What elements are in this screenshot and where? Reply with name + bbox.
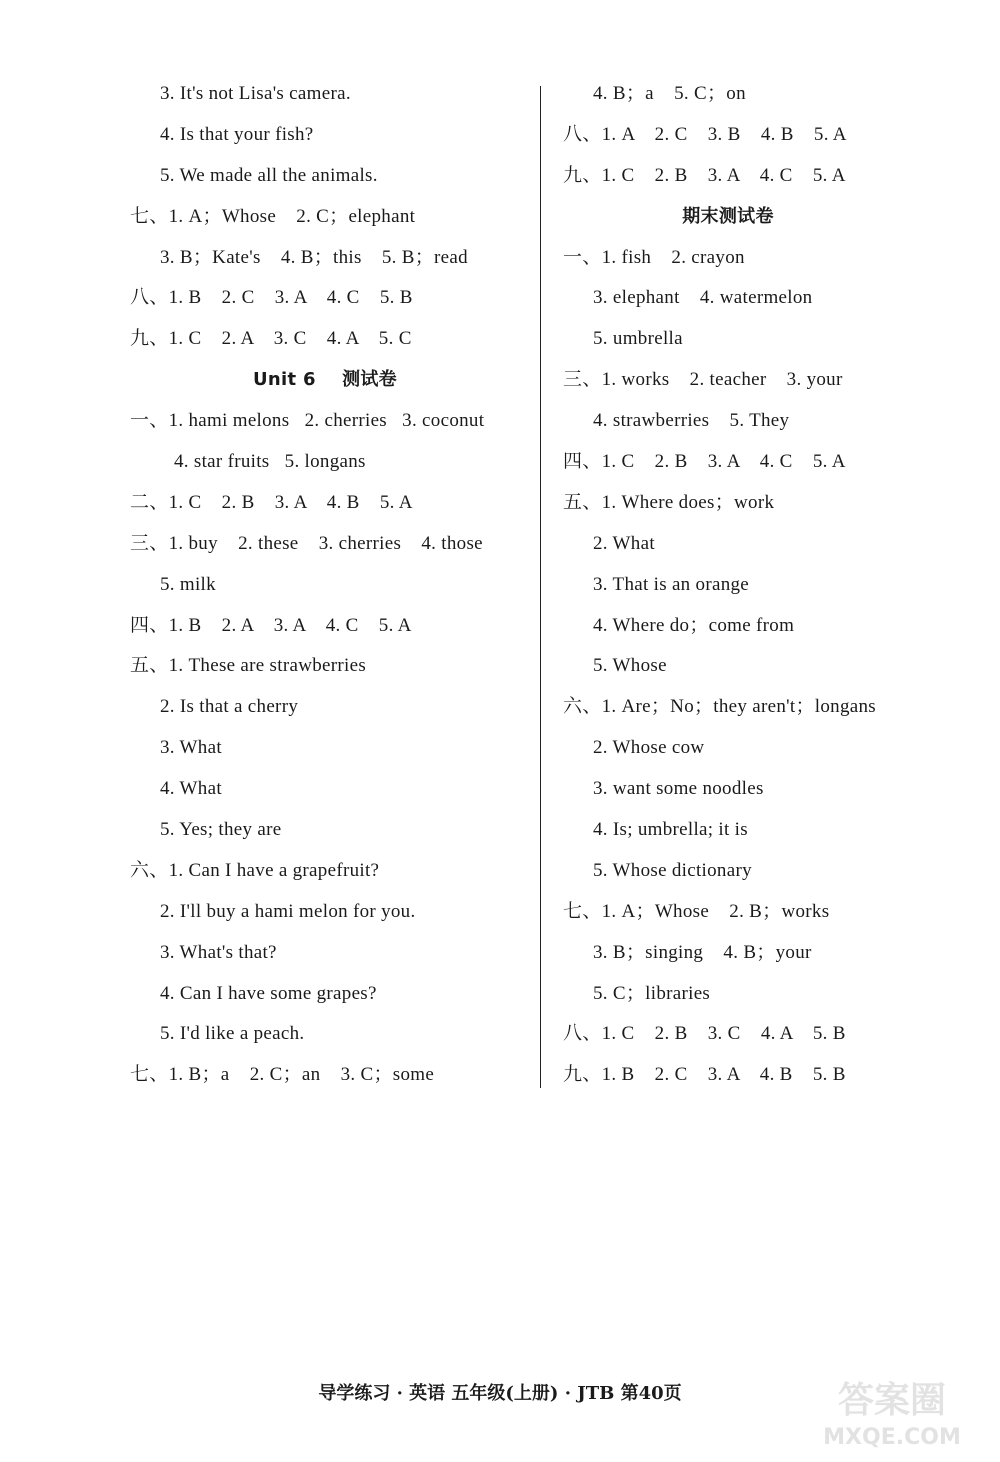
- answer-line: 2. Is that a cherry: [160, 696, 299, 718]
- answer-line: 七、1. A；Whose 2. C；elephant: [130, 205, 416, 227]
- answer-line: 3. B；singing 4. B；your: [593, 941, 812, 963]
- answer-line: 4. Is that your fish?: [160, 123, 314, 145]
- answer-line: 2. I'll buy a hami melon for you.: [160, 900, 416, 922]
- answer-line: 5. Yes; they are: [160, 819, 282, 841]
- answer-line: 4. B；a 5. C；on: [593, 83, 746, 104]
- answer-line: 九、1. C 2. B 3. A 4. C 5. A: [563, 164, 846, 186]
- right-column: [563, 74, 893, 1096]
- answer-line: 3. That is an orange: [593, 573, 750, 595]
- answer-line: 5. umbrella: [593, 328, 683, 350]
- answer-line: 4. strawberries 5. They: [593, 410, 790, 432]
- answer-line: 九、1. C 2. A 3. C 4. A 5. C: [130, 328, 412, 350]
- answer-line: 五、1. Where does；work: [563, 491, 775, 513]
- answer-line: 六、1. Are；No；they aren't；longans: [563, 696, 876, 718]
- answer-line: 七、1. A；Whose 2. B；works: [563, 900, 830, 922]
- answer-line: 三、1. works 2. teacher 3. your: [563, 369, 843, 391]
- answer-line: 5. I'd like a peach.: [160, 1023, 305, 1045]
- answer-line: 5. milk: [160, 573, 216, 595]
- answer-line: 3. B；Kate's 4. B；this 5. B；read: [160, 246, 468, 268]
- answer-line: 九、1. B 2. C 3. A 4. B 5. B: [563, 1064, 846, 1086]
- answer-line: 4. Is; umbrella; it is: [593, 819, 748, 841]
- watermark-url: MXQE.COM: [823, 1425, 961, 1450]
- watermark-title: 答案圈: [837, 1380, 947, 1421]
- answer-line: 3. elephant 4. watermelon: [593, 287, 813, 309]
- answer-line: 四、1. C 2. B 3. A 4. C 5. A: [563, 451, 846, 473]
- answer-line: 5. C；libraries: [593, 982, 711, 1004]
- answer-line: 八、1. C 2. B 3. C 4. A 5. B: [563, 1023, 846, 1045]
- section-heading: Unit 6 测试卷: [253, 369, 397, 391]
- answer-line: 4. What: [160, 778, 222, 800]
- answer-line: 4. Can I have some grapes?: [160, 982, 377, 1004]
- answer-line: 七、1. B；a 2. C；an 3. C；some: [130, 1064, 435, 1086]
- answer-line: 八、1. B 2. C 3. A 4. C 5. B: [130, 287, 413, 309]
- answer-line: 3. What's that?: [160, 941, 277, 963]
- left-column: [130, 74, 520, 1096]
- answer-line: 四、1. B 2. A 3. A 4. C 5. A: [130, 614, 412, 636]
- answer-line: 3. It's not Lisa's camera.: [160, 83, 351, 104]
- answer-line: 5. Whose: [593, 655, 667, 677]
- answer-line: 5. Whose dictionary: [593, 859, 752, 881]
- answer-line: 4. Where do；come from: [593, 614, 795, 636]
- answer-line: 3. want some noodles: [593, 778, 764, 800]
- answer-line: 一、1. fish 2. crayon: [563, 246, 745, 268]
- answer-line: 5. We made all the animals.: [160, 164, 378, 186]
- answer-line: 六、1. Can I have a grapefruit?: [130, 859, 380, 881]
- section-heading: 期末测试卷: [682, 205, 774, 227]
- answer-line: 2. Whose cow: [593, 737, 705, 759]
- answer-line: 八、1. A 2. C 3. B 4. B 5. A: [563, 123, 847, 145]
- page-footer: 导学练习 · 英语 五年级(上册) · JTB 第40页: [318, 1383, 682, 1404]
- answer-line: 二、1. C 2. B 3. A 4. B 5. A: [130, 491, 413, 513]
- answer-line: 三、1. buy 2. these 3. cherries 4. those: [130, 532, 483, 554]
- answer-line: 2. What: [593, 532, 655, 554]
- answer-line: 3. What: [160, 737, 222, 759]
- answer-line: 五、1. These are strawberries: [130, 655, 367, 677]
- answer-line: 4. star fruits 5. longans: [174, 451, 366, 473]
- watermark-logo: [792, 1372, 992, 1452]
- answer-line: 一、1. hami melons 2. cherries 3. coconut: [130, 410, 485, 432]
- column-divider: [540, 86, 541, 1088]
